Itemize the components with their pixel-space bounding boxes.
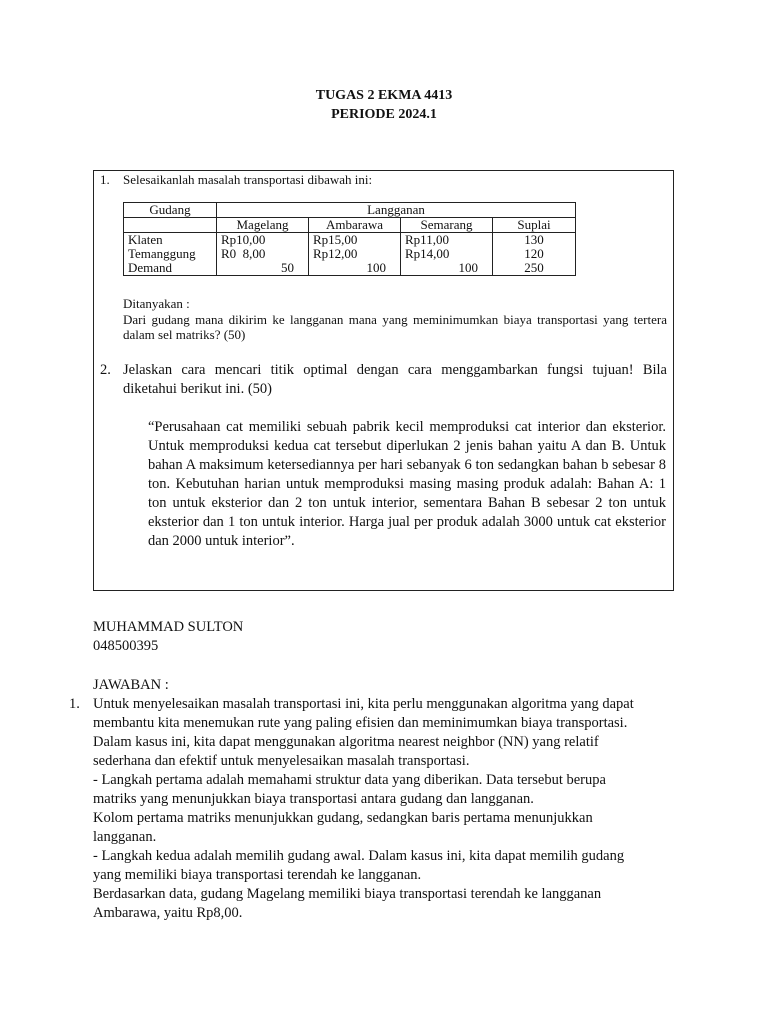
answer-number: 1. <box>69 696 80 712</box>
table-row <box>124 247 576 261</box>
question2-quote: “Perusahaan cat memiliki sebuah pabrik kecil memproduksi cat interior dan eksterior. Untuk memproduksi kedua cat tersebut diperlukan 2 jenis bahan yaitu A dan B. Untuk bahan A maksimum ketersediannya per hari sebanyak 6 ton sedangkan bahan b sebesar 8 ton. Kebutuhan harian untuk memproduksi masing masing produk adalah: Bahan A: 1 ton untuk eksterior dan 2 ton untuk interior, sementara Bahan B sebesar 2 ton untuk eksterior dan 1 ton untuk interior. Harga jual per produk adalah 3000 untuk cat eksterior dan 2000 untuk interior”. <box>148 419 666 549</box>
answer-line: Dalam kasus ini, kita dapat menggunakan algoritma nearest neighbor (NN) yang relatif <box>93 734 599 750</box>
answer-line: yang memiliki biaya transportasi terendah ke langganan. <box>93 867 422 883</box>
student-name: MUHAMMAD SULTON <box>93 619 244 635</box>
table-row <box>124 261 576 276</box>
table-cell-demand: 100 <box>309 261 401 276</box>
table-header-suplai: Suplai <box>493 218 576 233</box>
table-header-langganan: Langganan <box>217 203 576 218</box>
answer-line: Untuk menyelesaikan masalah transportasi ini, kita perlu menggunakan algoritma yang dapat <box>93 696 634 712</box>
answer-line: - Langkah kedua adalah memilih gudang awal. Dalam kasus ini, kita dapat memilih gudang <box>93 848 625 864</box>
row-label-klaten: Klaten <box>124 233 217 248</box>
table-header-blank <box>124 218 217 233</box>
question1-number: 1. <box>100 172 110 187</box>
ditanyakan-label: Ditanyakan : <box>123 296 190 311</box>
table-cell-supply: 250 <box>493 261 576 276</box>
table-header-ambarawa: Ambarawa <box>309 218 401 233</box>
table-cell-supply: 120 <box>493 247 576 261</box>
answer-line: Berdasarkan data, gudang Magelang memiliki biaya transportasi terendah ke langganan <box>93 886 602 902</box>
answer-line: sederhana dan efektif untuk menyelesaikan masalah transportasi. <box>93 753 470 769</box>
table-cell: Rp15,00 <box>309 233 401 248</box>
document-title: TUGAS 2 EKMA 4413 <box>315 88 453 103</box>
answer-line: Ambarawa, yaitu Rp8,00. <box>93 905 243 921</box>
table-header-gudang: Gudang <box>124 203 217 218</box>
ditanyakan-text: Dari gudang mana dikirim ke langganan mana yang meminimumkan biaya transportasi yang tertera dalam sel matriks? (50) <box>123 312 667 342</box>
table-header-magelang: Magelang <box>217 218 309 233</box>
table-cell-demand: 100 <box>401 261 493 276</box>
question2-prompt: Jelaskan cara mencari titik optimal dengan cara menggambarkan fungsi tujuan! Bila diketahui berikut ini. (50) <box>123 362 667 397</box>
table-cell: R0 8,00 <box>217 247 309 261</box>
table-cell: Rp11,00 <box>401 233 493 248</box>
answer-line: membantu kita menemukan rute yang paling efisien dan meminimumkan biaya transportasi. <box>93 715 628 731</box>
table-cell: Rp14,00 <box>401 247 493 261</box>
transport-table <box>123 202 576 276</box>
row-label-temanggung: Temanggung <box>124 247 217 261</box>
row-label-demand: Demand <box>124 261 217 276</box>
table-cell: Rp10,00 <box>217 233 309 248</box>
table-cell-supply: 130 <box>493 233 576 248</box>
answer-body <box>93 695 693 923</box>
table-cell: Rp12,00 <box>309 247 401 261</box>
table-header-semarang: Semarang <box>401 218 493 233</box>
student-nim: 048500395 <box>93 638 159 654</box>
table-row <box>124 233 576 248</box>
table-cell-demand: 50 <box>217 261 309 276</box>
question1-prompt: Selesaikanlah masalah transportasi dibawah ini: <box>123 172 373 187</box>
answer-line: - Langkah pertama adalah memahami struktur data yang diberikan. Data tersebut berupa <box>93 772 606 788</box>
answer-line: Kolom pertama matriks menunjukkan gudang, sedangkan baris pertama menunjukkan <box>93 810 593 826</box>
answer-line: matriks yang menunjukkan biaya transportasi antara gudang dan langganan. <box>93 791 534 807</box>
answer-line: langganan. <box>93 829 157 845</box>
answer-label: JAWABAN : <box>93 677 169 693</box>
question2-number: 2. <box>100 362 111 378</box>
document-period: PERIODE 2024.1 <box>331 107 437 122</box>
